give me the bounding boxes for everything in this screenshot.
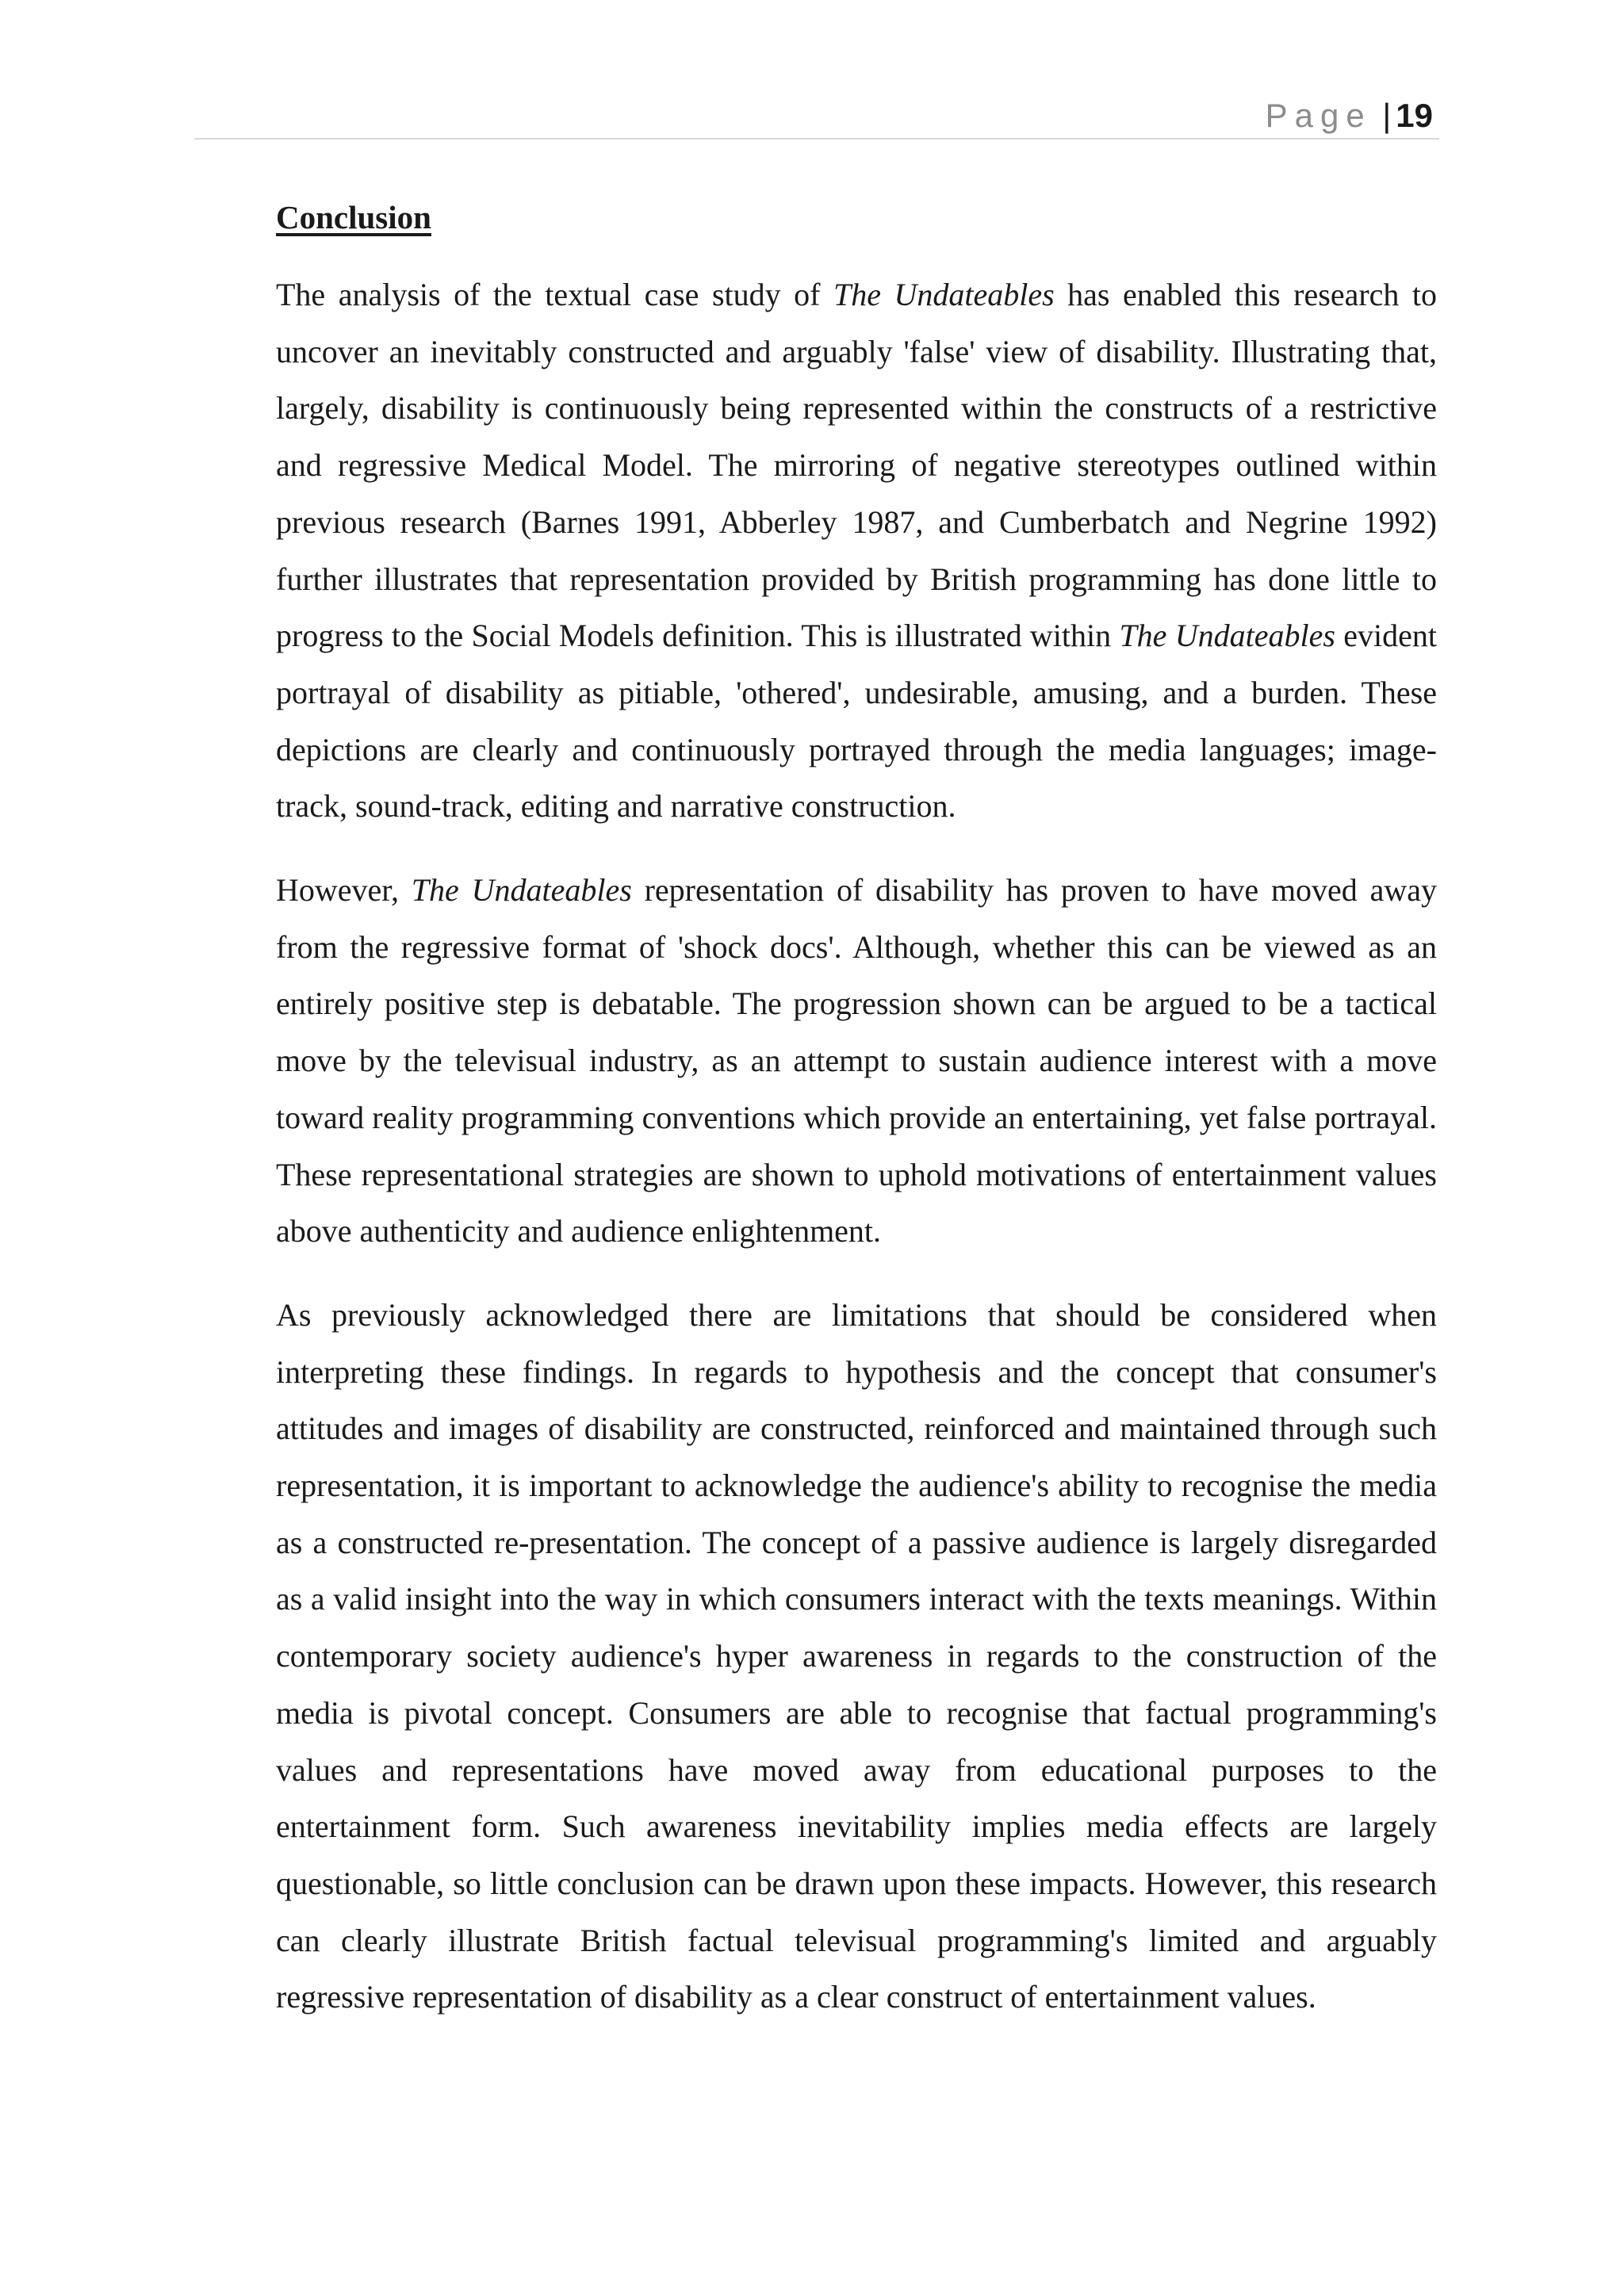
paragraph-2-text-b: representation of disability has proven to have moved away from the regressive format of 'shock docs'. Although, whether this can be viewed as an entirely positive step is debatable. The progression shown can be argued to be a tactical move by the televisual industry, as an attempt to sustain audience interest with a move toward reality programming conventions which provide an entertaining, yet false portrayal. These representational strategies are shown to uphold motivations of entertainment values above authenticity and audience enlightenment. — [276, 872, 1437, 1249]
page-number — [1266, 94, 1433, 138]
page-separator: | — [1382, 97, 1392, 134]
page-number-value: 19 — [1396, 97, 1433, 134]
paragraph-1-text-c: evident portrayal of disability as pitiable, 'othered', undesirable, amusing, and a burden. These depictions are clearly and continuously portrayed through the media languages; image-track, sound-track, editing and narrative construction. — [276, 618, 1438, 825]
paragraph-1-text-a: The analysis of the textual case study of — [276, 277, 833, 312]
paragraph-1-title-b: The Undateables — [1119, 618, 1335, 654]
paragraph-1-title-a: The Undateables — [833, 277, 1055, 312]
paragraph-1 — [276, 266, 1437, 835]
paragraph-2-title: The Undateables — [411, 872, 632, 909]
paragraph-1-text-b: has enabled this research to uncover an inevitably constructed and arguably 'false' view of disability. Illustrating that, largely, disability is continuously being represented within the constructs of a restrictive and regressive Medical Model. The mirroring of negative stereotypes outlined within previous research (Barnes 1991, Abberley 1987, and Cumberbatch and Negrine 1992) further illustrates that representation provided by British programming has done little to progress to the Social Models definition. This is illustrated within — [276, 277, 1438, 654]
paragraph-3 — [276, 1287, 1437, 2026]
document-body — [276, 190, 1437, 2053]
page-label: Page — [1265, 97, 1372, 134]
page-header — [194, 94, 1439, 140]
paragraph-2-text-a: However, — [276, 872, 412, 909]
paragraph-2 — [276, 862, 1437, 1260]
paragraph-3-text: As previously acknowledged there are limitations that should be considered when interpreting these findings. In regards to hypothesis and the concept that consumer's attitudes and images of disability are constructed, reinforced and maintained through such representation, it is important to acknowledge the audience's ability to recognise the media as a constructed re-presentation. The concept of a passive audience is largely disregarded as a valid insight into the way in which consumers interact with the texts meanings. Within contemporary society audience's hyper awareness in regards to the construction of the media is pivotal concept. Consumers are able to recognise that factual programming's values and representations have moved away from educational purposes to the entertainment form. Such awareness inevitability implies media effects are largely questionable, so little conclusion can be drawn upon these impacts. However, this research can clearly illustrate British factual televisual programming's limited and arguably regressive representation of disability as a clear construct of entertainment values. — [276, 1296, 1437, 2015]
section-heading: Conclusion — [276, 199, 431, 235]
